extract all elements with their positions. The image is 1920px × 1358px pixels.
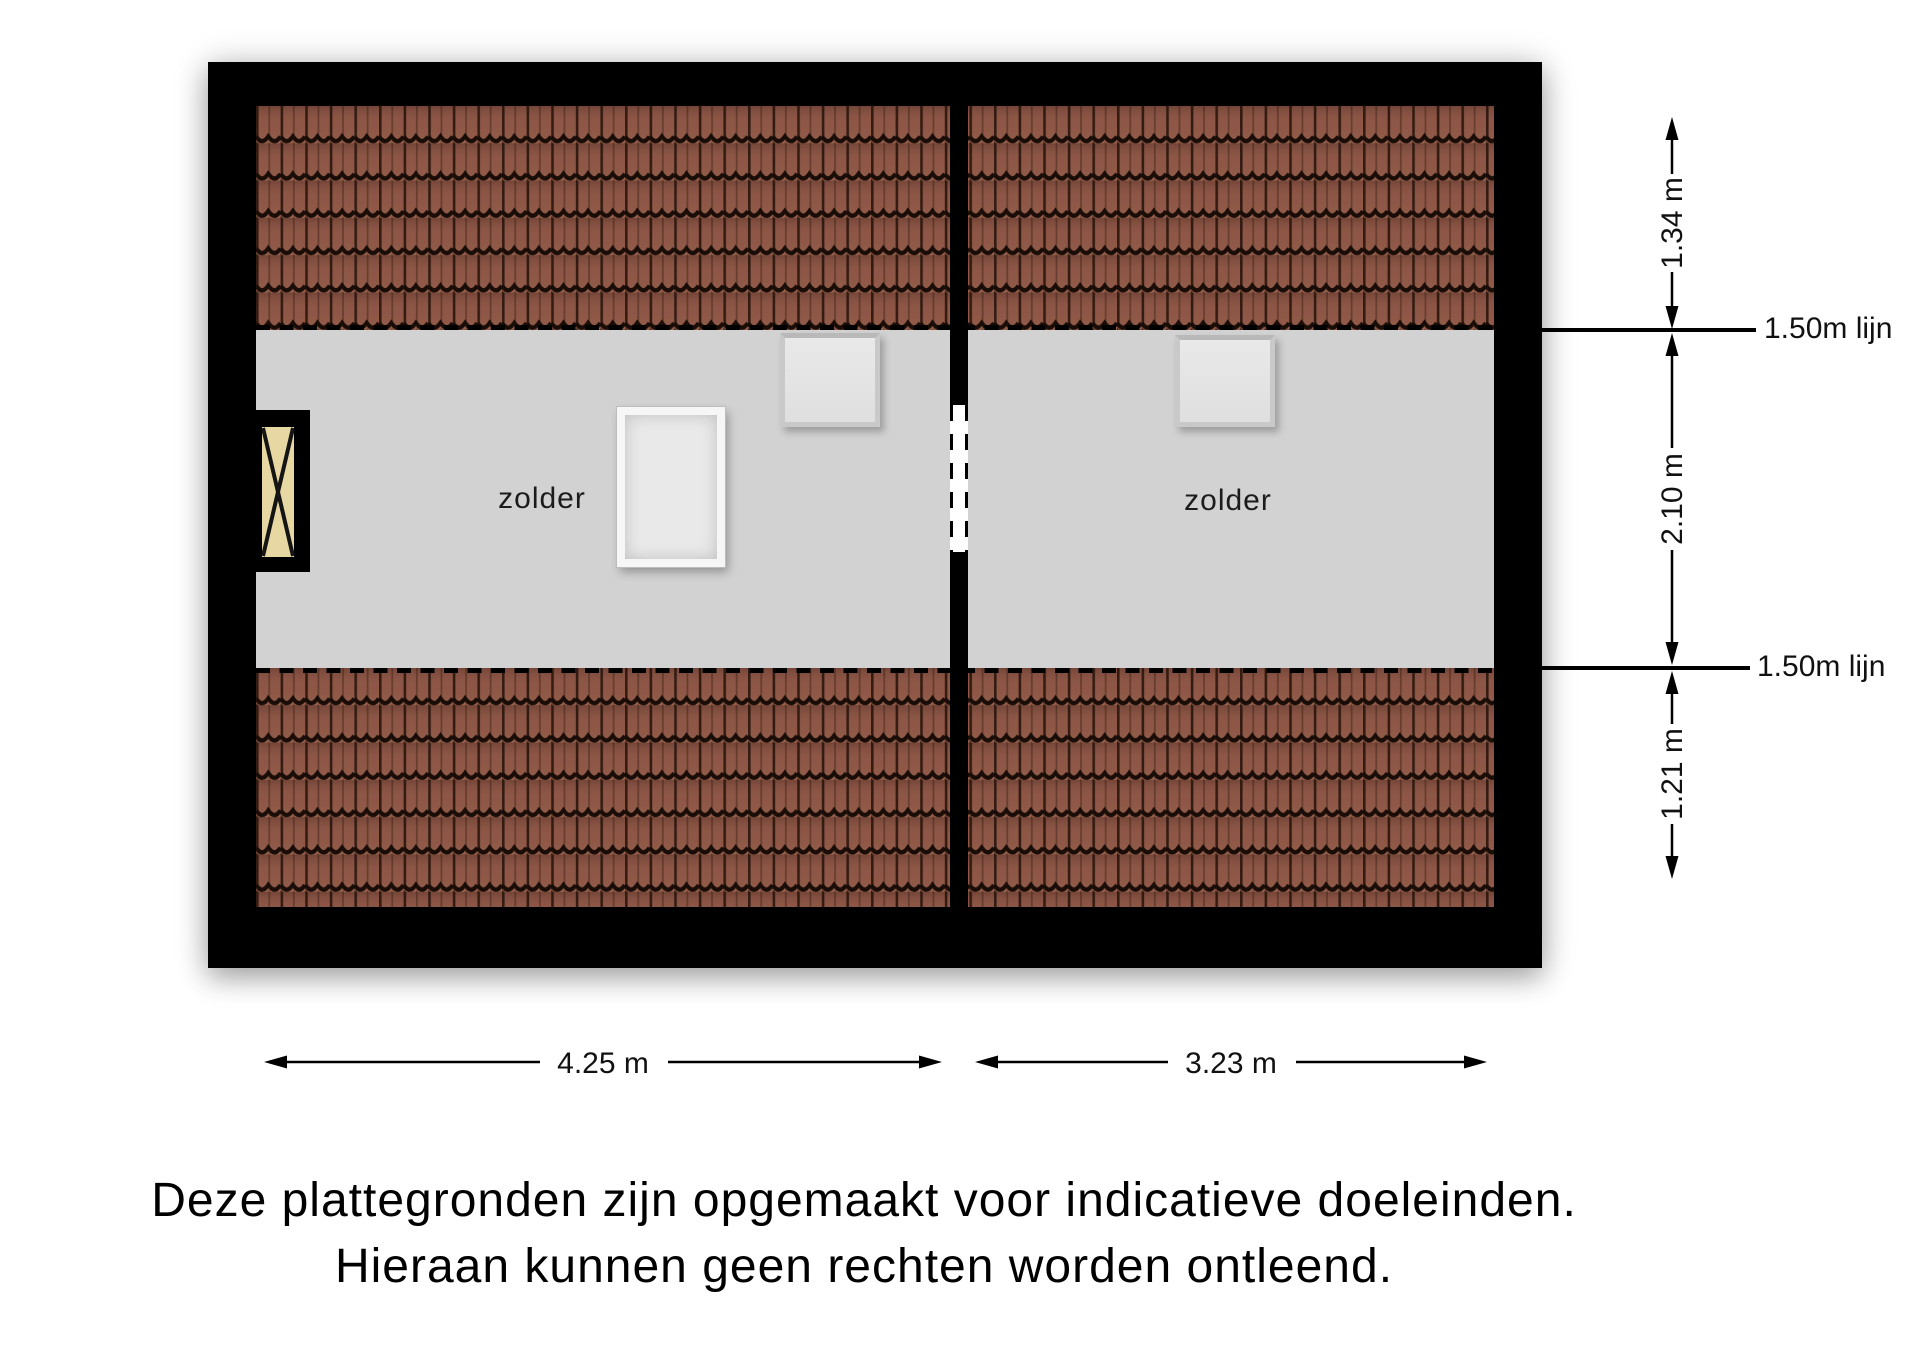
dimension-label: 1.21 m — [1656, 728, 1689, 820]
dimension-vertical-134 — [1637, 114, 1707, 332]
dimension-label: 3.23 m — [1185, 1047, 1277, 1080]
skylight-icon — [780, 333, 880, 427]
room-label-zolder-right: zolder — [1184, 484, 1272, 517]
window-icon — [262, 427, 294, 557]
plan-interior — [256, 106, 1494, 907]
disclaimer-text — [18, 1168, 1710, 1300]
roof-section-bottom — [256, 668, 1494, 907]
door-opening — [950, 405, 968, 552]
reference-line-label: 1.50m lijn — [1764, 312, 1893, 345]
disclaimer-line-1: Deze plattegronden zijn opgemaakt voor indicatieve doeleinden. — [151, 1174, 1577, 1227]
window-frame — [247, 410, 310, 572]
room-label-zolder-left: zolder — [498, 482, 586, 515]
stair-hatch — [617, 407, 725, 567]
roof-section-top — [256, 106, 1494, 330]
dimension-vertical-210 — [1637, 330, 1707, 668]
floorplan — [208, 62, 1542, 968]
reference-line-label: 1.50m lijn — [1757, 650, 1886, 683]
dimension-label: 2.10 m — [1656, 453, 1689, 545]
skylight-icon — [1175, 335, 1275, 427]
dimension-vertical-121 — [1637, 668, 1707, 882]
dimension-label: 1.34 m — [1656, 177, 1689, 269]
dimension-horizontal-group — [240, 1032, 1520, 1092]
dimension-label: 4.25 m — [557, 1047, 649, 1080]
disclaimer-line-2: Hieraan kunnen geen rechten worden ontleend. — [334, 1240, 1394, 1293]
